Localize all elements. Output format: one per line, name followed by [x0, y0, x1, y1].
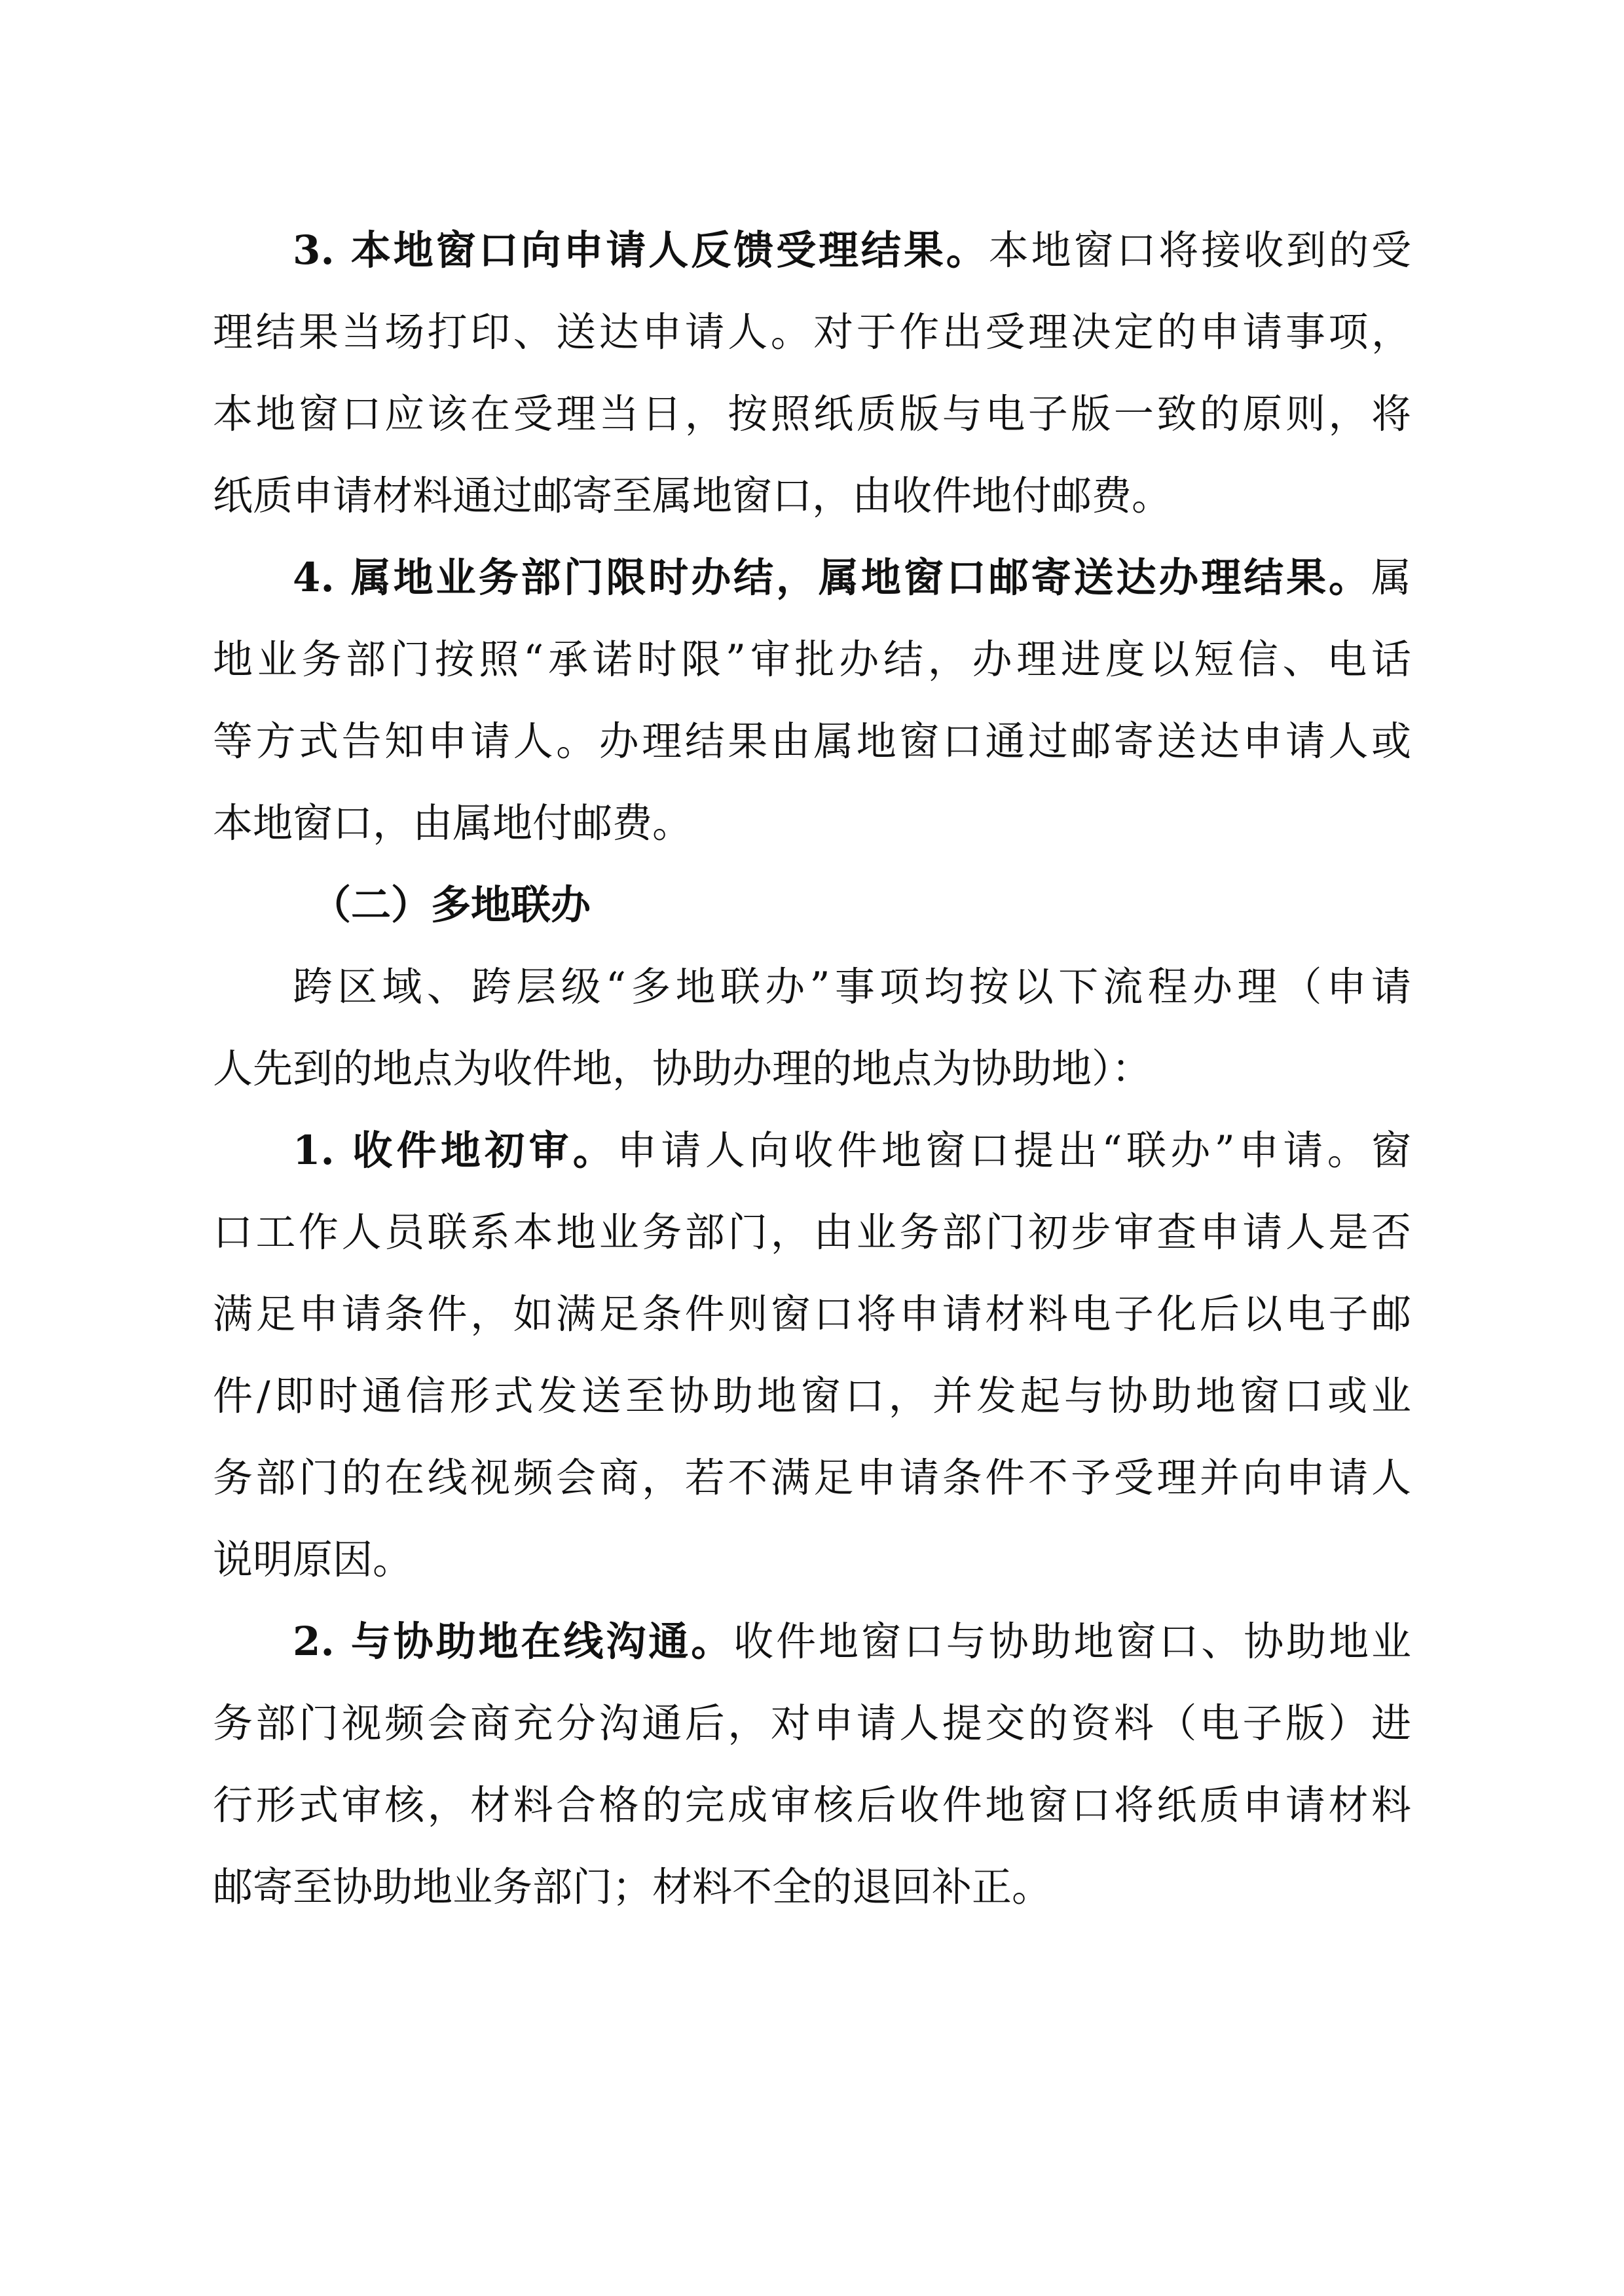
step-2-text: 收件地窗口与协助地窗口、协助地业	[733, 1618, 1411, 1665]
step-2-heading: 2. 与协助地在线沟通。	[293, 1618, 734, 1665]
step-2-line-2: 务部门视频会商充分沟通后，对申请人提交的资料（电子版）进	[213, 1700, 1411, 1747]
step-1-line-5: 务部门的在线视频会商，若不满足申请条件不予受理并向申请人	[213, 1455, 1411, 1501]
paragraph-3-line-1	[213, 210, 1411, 291]
step-1-line-4: 件/即时通信形式发送至协助地窗口，并发起与协助地窗口或业	[213, 1373, 1411, 1419]
paragraph-4-line-2: 地业务部门按照“承诺时限”审批办结，办理进度以短信、电话	[213, 636, 1411, 683]
paragraph-4-line-1	[213, 537, 1411, 619]
step-1-line-6: 说明原因。	[213, 1537, 413, 1583]
paragraph-4-line-3: 等方式告知申请人。办理结果由属地窗口通过邮寄送达申请人或	[213, 718, 1411, 765]
paragraph-4-line-4: 本地窗口，由属地付邮费。	[213, 800, 693, 847]
step-2-line-4: 邮寄至协助地业务部门；材料不全的退回补正。	[213, 1864, 1052, 1910]
step-2-line-3: 行形式审核，材料合格的完成审核后收件地窗口将纸质申请材料	[213, 1782, 1411, 1829]
step-1-text: 申请人向收件地窗口提出“联办”申请。窗	[617, 1127, 1411, 1174]
paragraph-3-line-4: 纸质申请材料通过邮寄至属地窗口，由收件地付邮费。	[213, 473, 1172, 519]
intro-line-1: 跨区域、跨层级“多地联办”事项均按以下流程办理（申请	[293, 964, 1411, 1010]
step-1-line-1	[213, 1110, 1411, 1192]
intro-line-2: 人先到的地点为收件地，协助办理的地点为协助地）：	[213, 1046, 1152, 1092]
step-1-heading: 1. 收件地初审。	[293, 1127, 618, 1174]
document-body	[213, 210, 1411, 1928]
step-1-line-3: 满足申请条件，如满足条件则窗口将申请材料电子化后以电子邮	[213, 1291, 1411, 1338]
paragraph-3-text: 本地窗口将接收到的受	[988, 227, 1411, 274]
paragraph-4-heading: 4. 属地业务部门限时办结，属地窗口邮寄送达办理结果。	[293, 555, 1371, 601]
paragraph-4-text: 属	[1371, 555, 1411, 601]
paragraph-3-line-3: 本地窗口应该在受理当日，按照纸质版与电子版一致的原则，将	[213, 391, 1411, 437]
paragraph-3-heading: 3. 本地窗口向申请人反馈受理结果。	[293, 227, 989, 274]
step-1-line-2: 口工作人员联系本地业务部门，由业务部门初步审查申请人是否	[213, 1209, 1411, 1256]
step-2-line-1	[213, 1601, 1411, 1683]
section-heading-multi-location: （二）多地联办	[311, 882, 591, 928]
paragraph-3-line-2: 理结果当场打印、送达申请人。对于作出受理决定的申请事项，	[213, 309, 1411, 355]
